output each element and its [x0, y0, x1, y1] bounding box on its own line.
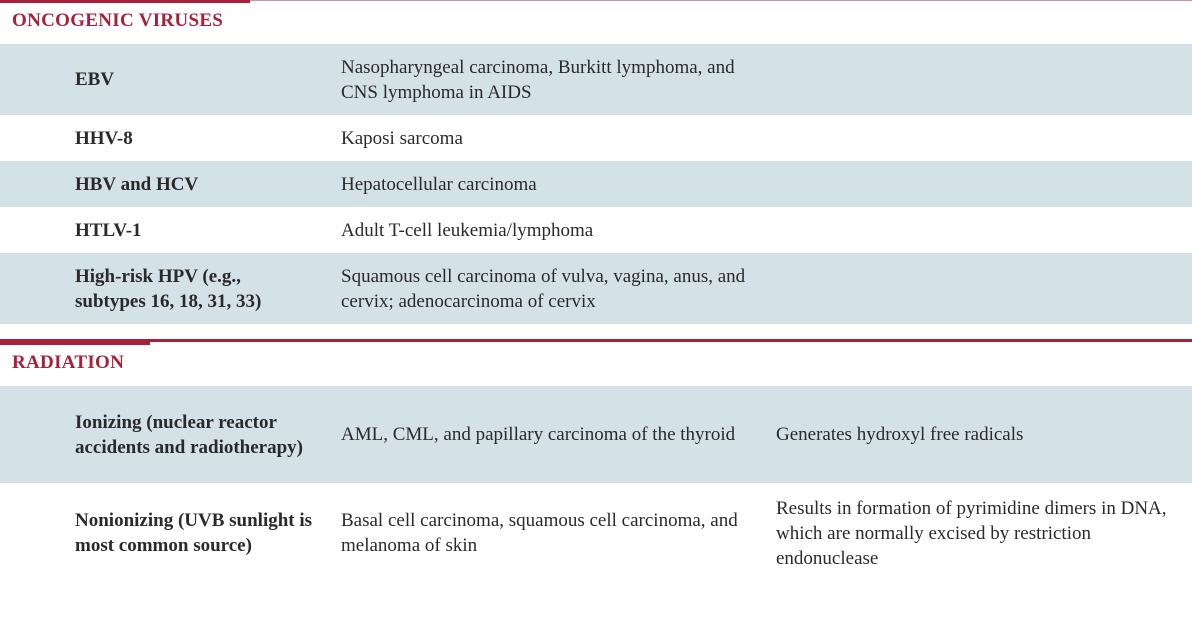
cancer-cell: Basal cell carcinoma, squamous cell carcinoma, and melanoma of skin [341, 510, 738, 556]
agent-cell: HTLV-1 [75, 219, 142, 241]
section-title-oncogenic-viruses: ONCOGENIC VIRUSES [12, 10, 224, 31]
table-row-hpv [0, 253, 1192, 324]
mechanism-cell: Generates hydroxyl free radicals [776, 424, 1024, 445]
cancer-cell: Kaposi sarcoma [341, 127, 463, 149]
mechanism-cell [776, 207, 1176, 253]
agent-cell: HHV-8 [75, 127, 133, 149]
table-row-hbv-hcv [0, 161, 1192, 207]
table-row-ionizing [0, 386, 1192, 483]
mechanism-cell [776, 161, 1176, 207]
top-accent-bar [0, 0, 250, 3]
section-title-radiation: RADIATION [12, 352, 125, 373]
agent-cell: Ionizing (nuclear reactor accidents and radiotherapy) [75, 411, 303, 458]
table-row-hhv8 [0, 115, 1192, 161]
agent-cell: EBV [75, 69, 115, 90]
agent-cell: HBV and HCV [75, 173, 199, 195]
cancer-cell: Hepatocellular carcinoma [341, 173, 537, 195]
table-row-nonionizing [0, 483, 1192, 583]
mechanism-cell [776, 44, 1176, 115]
table-row-ebv [0, 44, 1192, 115]
mechanism-cell: Results in formation of pyrimidine dimers in DNA, which are normally excised by restriction endonuclease [776, 497, 1167, 569]
section-accent-bar [0, 342, 150, 345]
cancer-cell: Adult T-cell leukemia/lymphoma [341, 219, 594, 241]
agent-cell: High-risk HPV (e.g., subtypes 16, 18, 31, 33) [75, 265, 262, 312]
agent-cell: Nonionizing (UVB sunlight is most common source) [75, 510, 313, 556]
cancer-cell: Nasopharyngeal carcinoma, Burkitt lymphoma, and CNS lymphoma in AIDS [341, 56, 735, 103]
cancer-cell: Squamous cell carcinoma of vulva, vagina, anus, and cervix; adenocarcinoma of cervix [341, 265, 746, 312]
table-row-htlv1 [0, 207, 1192, 253]
cancer-cell: AML, CML, and papillary carcinoma of the thyroid [341, 424, 736, 445]
section-divider [0, 339, 1192, 342]
mechanism-cell [776, 253, 1176, 324]
mechanism-cell [776, 115, 1176, 161]
